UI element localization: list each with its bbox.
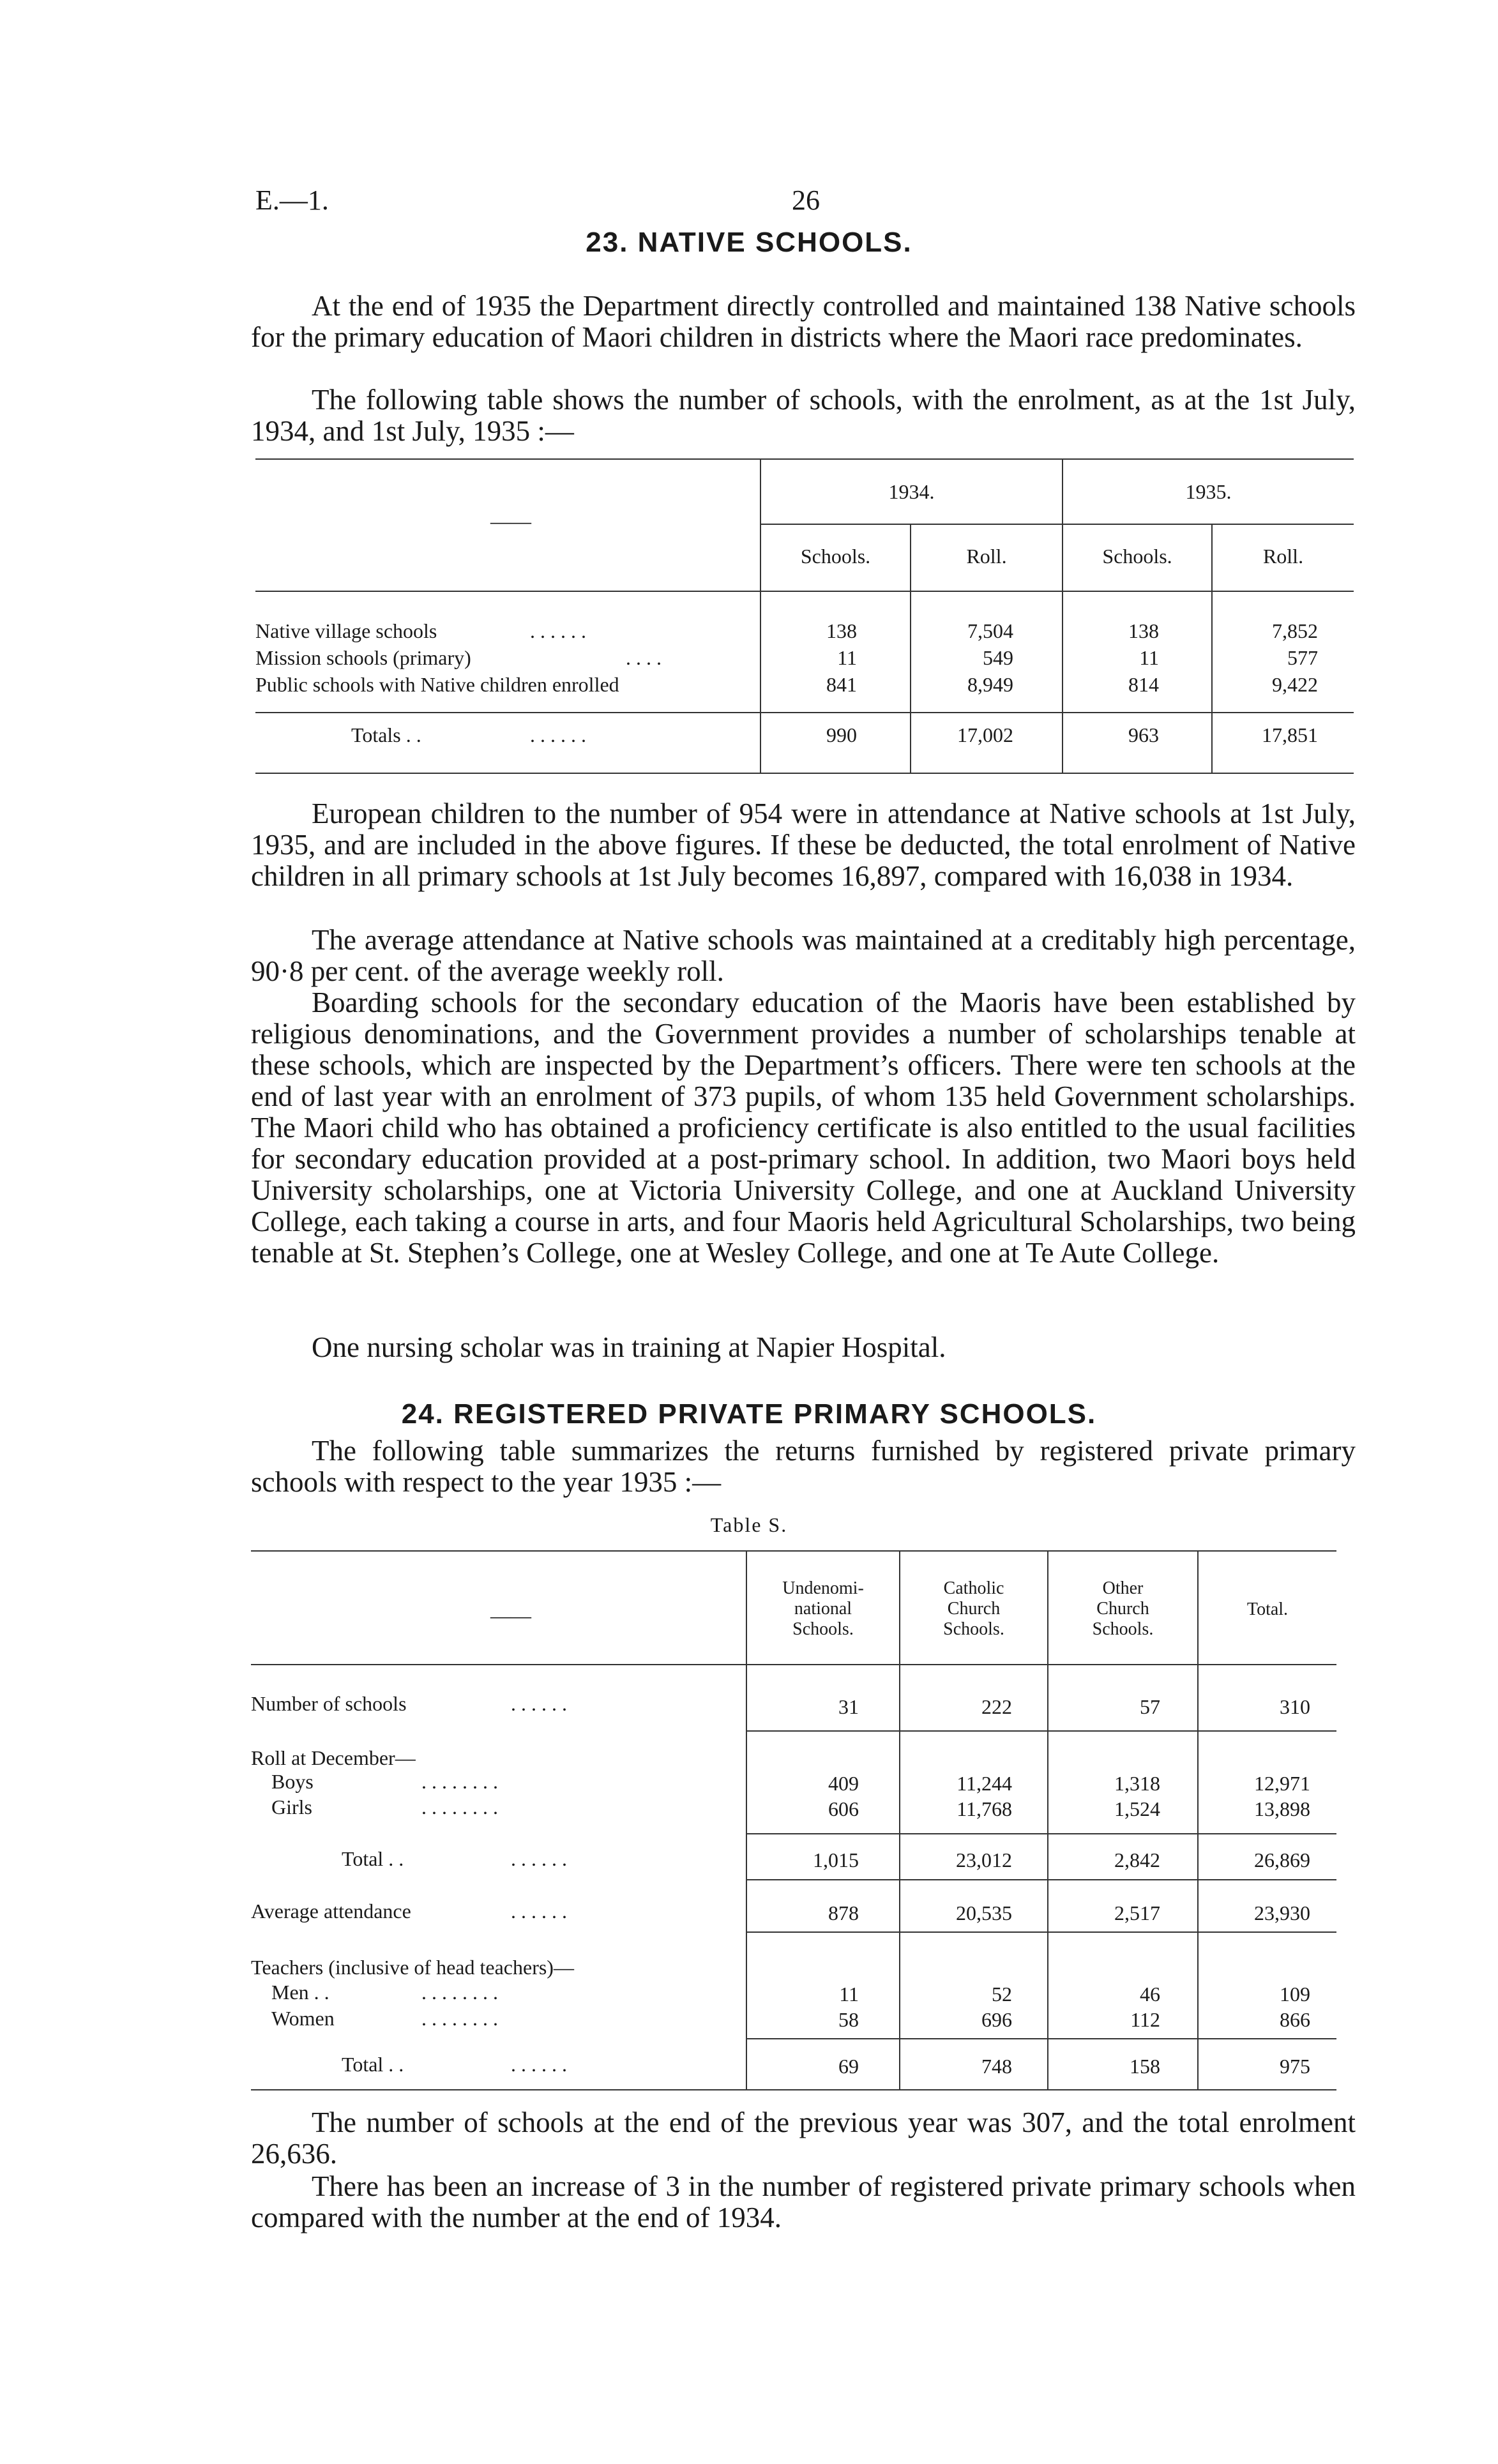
totals-label: Totals . . [351,723,421,746]
report-reference: E.—1. [255,185,329,216]
value-cell: 109 [1280,1983,1310,2006]
value-cell: 606 [828,1797,859,1820]
value-cell: 1,524 [1114,1797,1160,1820]
value-cell: 549 [983,646,1013,669]
total-label: Total . . [342,2053,404,2076]
value-cell: 2,842 [1114,1848,1160,1871]
section-23-paragraph-6: One nursing scholar was in training at Napier Hospital. [312,1331,946,1363]
table-rule [747,1833,1336,1834]
section-23-paragraph-5: Boarding schools for the secondary education of the Maoris have been established by religious denominations, and the Government provides a number of scholarships tenable at these schools, which are inspected by the Department’s officers. There were ten schools at the end of last year with an enrolment of 373 pupils, of whom 135 held Government scholarships. The Maori child who has obtained a proficiency certificate is also entitled to the usual facilities for secondary education provided at a post-primary school. In addition, two Maori boys held University scholarships, one at Victoria University College, and one at Auckland University College, each taking a course in arts, and four Maoris held Agricultural Scholarships, two being tenable at St. Stephen’s College, one at Wesley College, and one at Te Aute College. [251,986,1356,1269]
value-cell: 12,971 [1254,1772,1310,1795]
row-label: Boys [271,1770,314,1793]
leader-dots: . . . . . . . . [421,1770,498,1793]
table-rule [251,2089,1336,2090]
row-label: Number of schools [251,1692,407,1715]
col-header-other-church [1048,1578,1197,1640]
value-cell: 7,504 [967,619,1013,642]
value-cell: 57 [1140,1695,1160,1718]
table-rule [747,1879,1336,1880]
value-cell: 310 [1280,1695,1310,1718]
value-cell: 1,318 [1114,1772,1160,1795]
col-header-undenominational [747,1578,899,1640]
header-line: Church [1096,1599,1149,1619]
row-label: Mission schools (primary) [255,646,471,669]
roll-heading: Roll at December— [251,1746,416,1769]
teachers-heading: Teachers (inclusive of head teachers)— [251,1956,574,1979]
table-s-caption: Table S. [710,1513,788,1536]
section-24-heading: 24. REGISTERED PRIVATE PRIMARY SCHOOLS. [401,1398,1097,1430]
header-line: national [794,1599,852,1619]
value-cell: 409 [828,1772,859,1795]
value-cell: 696 [981,2008,1012,2031]
leader-dots: . . . . . . [511,1900,567,1923]
value-cell: 31 [838,1695,859,1718]
row-label: Women [271,2007,335,2030]
table-rule [747,1931,1336,1933]
value-cell: 1,015 [813,1848,859,1871]
col-header-total: Total. [1246,1599,1289,1619]
value-cell: 23,930 [1254,1901,1310,1924]
table-rule [251,1664,1336,1665]
row-label: Men . . [271,1981,329,2004]
value-cell: 222 [981,1695,1012,1718]
header-line: Schools. [792,1619,854,1639]
col-header-catholic [900,1578,1047,1640]
value-cell: 58 [838,2008,859,2031]
total-label: Total . . [342,1847,404,1870]
value-cell: 577 [1287,646,1318,669]
value-cell: 112 [1130,2008,1160,2031]
section-24-paragraph-3: There has been an increase of 3 in the number of registered private primary schools when compared with the number at the end of 1934. [251,2170,1356,2233]
table-stub-header: —— [490,510,531,533]
value-cell: 52 [992,1983,1012,2006]
value-cell: 8,949 [967,673,1013,696]
table-rule [255,773,1354,774]
value-cell: 975 [1280,2055,1310,2078]
value-cell: 814 [1128,673,1159,696]
year-1935-header: 1935. [1185,480,1232,503]
value-cell: 748 [981,2055,1012,2078]
table-rule [251,1550,1336,1552]
section-23-paragraph-1: At the end of 1935 the Department directly controlled and maintained 138 Native schools for the primary education of Maori children in districts where the Maori race predominates. [251,290,1356,353]
header-line: Schools. [1092,1619,1154,1639]
section-24-paragraph-1: The following table summarizes the returns furnished by registered private primary schools with respect to the year 1935 :— [251,1435,1356,1498]
col-header-roll-1934: Roll. [966,545,1007,568]
value-cell: 866 [1280,2008,1310,2031]
value-cell: 963 [1128,723,1159,746]
leader-dots: . . . . . . . . [421,1795,498,1818]
value-cell: 158 [1130,2055,1160,2078]
value-cell: 17,002 [957,723,1013,746]
value-cell: 990 [826,723,857,746]
value-cell: 13,898 [1254,1797,1310,1820]
row-label: Native village schools [255,619,437,642]
value-cell: 11 [837,646,857,669]
value-cell: 20,535 [956,1901,1012,1924]
value-cell: 17,851 [1262,723,1318,746]
header-line: Schools. [943,1619,1004,1639]
year-1934-header: 1934. [888,480,935,503]
value-cell: 11,244 [957,1772,1012,1795]
header-line: Catholic [943,1578,1004,1598]
value-cell: 11,768 [957,1797,1012,1820]
section-23-paragraph-4: The average attendance at Native schools was maintained at a creditably high percentage, 90·8 per cent. of the average weekly roll. [251,924,1356,987]
value-cell: 46 [1140,1983,1160,2006]
value-cell: 9,422 [1272,673,1318,696]
value-cell: 26,869 [1254,1848,1310,1871]
value-cell: 23,012 [956,1848,1012,1871]
table-rule [747,1730,1336,1732]
header-line: Undenomi- [782,1578,864,1598]
header-line: Church [947,1599,1001,1619]
table-rule [255,458,1354,460]
leader-dots: . . . . . . [511,1692,567,1715]
table-rule [255,712,1354,713]
leader-dots: . . . . . . [511,2053,567,2076]
row-label: Girls [271,1795,312,1818]
value-cell: 69 [838,2055,859,2078]
header-line: Other [1102,1578,1144,1598]
value-cell: 841 [826,673,857,696]
value-cell: 11 [839,1983,859,2006]
section-24-paragraph-2: The number of schools at the end of the previous year was 307, and the total enrolment 26,636. [251,2106,1356,2170]
section-23-paragraph-3: European children to the number of 954 were in attendance at Native schools at 1st July, 1935, and are included in the above figures. If these be deducted, the total enrolment of Native children in all primary schools at 1st July becomes 16,897, compared with 16,038 in 1934. [251,797,1356,892]
leader-dots: . . . . . . [530,619,586,642]
leader-dots: . . . . . . [511,1847,567,1870]
table-rule [255,591,1354,592]
value-cell: 2,517 [1114,1901,1160,1924]
col-header-schools-1934: Schools. [800,545,871,568]
row-label: Average attendance [251,1900,411,1923]
value-cell: 138 [1128,619,1159,642]
page-number: 26 [792,185,820,216]
table-rule [747,2038,1336,2039]
col-header-schools-1935: Schools. [1102,545,1172,568]
leader-dots: . . . . . . . . [421,1981,498,2004]
value-cell: 11 [1139,646,1159,669]
col-header-roll-1935: Roll. [1262,545,1304,568]
leader-dots: . . . . . . . . [421,2007,498,2030]
table-stub-header: —— [490,1604,531,1627]
section-23-paragraph-2: The following table shows the number of schools, with the enrolment, as at the 1st July, 1934, and 1st July, 1935 :— [251,384,1356,447]
value-cell: 7,852 [1272,619,1318,642]
row-label: Public schools with Native children enrolled [255,673,619,696]
leader-dots: . . . . . . [530,723,586,746]
value-cell: 878 [828,1901,859,1924]
section-23-heading: 23. NATIVE SCHOOLS. [586,227,912,258]
leader-dots: . . . . [626,646,662,669]
value-cell: 138 [826,619,857,642]
table-rule [761,524,1354,525]
